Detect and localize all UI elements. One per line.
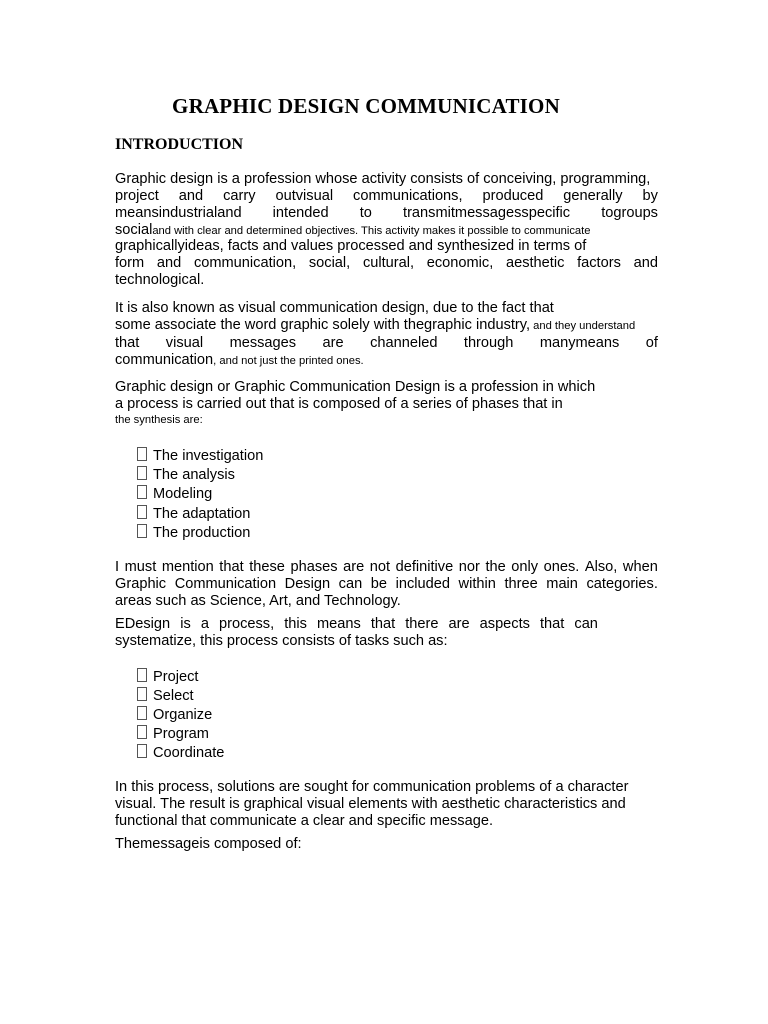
- list-item-label: The production: [153, 525, 251, 541]
- checkbox-glyph-icon: [137, 744, 147, 758]
- checkbox-glyph-icon: [137, 725, 147, 739]
- list-item: [137, 505, 250, 523]
- p2-line-2-small: and they understand: [530, 320, 636, 332]
- word: process,: [218, 616, 275, 632]
- p4-line-2: [115, 576, 658, 593]
- p2-line-4: [115, 352, 364, 370]
- word: through: [463, 335, 514, 351]
- word: generally: [563, 188, 623, 204]
- word: means: [316, 616, 361, 632]
- checkbox-glyph-icon: [137, 706, 147, 720]
- word: Also,: [584, 559, 618, 575]
- word: are: [322, 335, 344, 351]
- word: meansindustrialand: [115, 205, 242, 221]
- word: to: [359, 205, 372, 221]
- word: when: [622, 559, 658, 575]
- list-item: [137, 687, 194, 705]
- word: are: [448, 616, 470, 632]
- list-item: [137, 524, 250, 542]
- list-item-label: The adaptation: [153, 506, 251, 522]
- word: manymeans: [539, 335, 620, 351]
- word: messages: [229, 335, 297, 351]
- word: Communication: [174, 576, 277, 592]
- p2-line-2-text: some associate the word graphic solely with thegraphic industry,: [115, 317, 531, 333]
- word: and: [178, 188, 204, 204]
- p2-line-1: It is also known as visual communication design, due to the fact that: [115, 300, 554, 316]
- p3-line-3: the synthesis are:: [115, 414, 203, 426]
- checkbox-glyph-icon: [137, 668, 147, 682]
- word: factors: [577, 255, 621, 271]
- list-item-label: Modeling: [153, 486, 213, 502]
- word: economic,: [426, 255, 494, 271]
- word: ones.: [543, 559, 580, 575]
- word: not: [369, 559, 391, 575]
- word: carry: [223, 188, 256, 204]
- word: main: [546, 576, 578, 592]
- p1-line-4-rest: and with clear and determined objectives. This activity makes it possible to communicate: [152, 225, 591, 237]
- p2-line-4-text: communication: [115, 352, 214, 368]
- p1-line-5: graphicallyideas, facts and values processed and synthesized in terms of: [115, 238, 587, 254]
- word: intended: [272, 205, 329, 221]
- word: definitive: [395, 559, 454, 575]
- word: I: [115, 559, 120, 575]
- list-item-label: Organize: [153, 707, 213, 723]
- p4-line-1: [115, 559, 658, 576]
- checkbox-glyph-icon: [137, 466, 147, 480]
- word: within: [458, 576, 496, 592]
- word: aspects: [479, 616, 530, 632]
- checkbox-glyph-icon: [137, 447, 147, 461]
- word: communications,: [353, 188, 463, 204]
- word: categories.: [586, 576, 658, 592]
- list-item: [137, 706, 212, 724]
- word: visual: [165, 335, 204, 351]
- p3-line-2: a process is carried out that is composed of a series of phases that in: [115, 396, 563, 412]
- p6-line-3: functional that communicate a clear and specific message.: [115, 813, 494, 829]
- p1-line-1: Graphic design is a profession whose activity consists of conceiving, programming,: [115, 171, 651, 187]
- p1-line-3: [115, 205, 658, 222]
- word: channeled: [370, 335, 438, 351]
- list-item: [137, 725, 209, 743]
- section-heading: INTRODUCTION: [115, 136, 244, 153]
- p2-line-3: [115, 335, 658, 352]
- word: and: [633, 255, 658, 271]
- list-item: [137, 485, 212, 503]
- p2-line-2: [115, 317, 635, 335]
- word: and: [156, 255, 182, 271]
- word: there: [405, 616, 439, 632]
- word: togroups: [601, 205, 658, 221]
- p6-line-1: In this process, solutions are sought for communication problems of a character: [115, 779, 629, 795]
- word: project: [115, 188, 159, 204]
- word: must: [124, 559, 157, 575]
- word: the: [485, 559, 506, 575]
- p1-line-6: [115, 255, 658, 272]
- list-item-label: Select: [153, 688, 194, 704]
- word: EDesign: [115, 616, 171, 632]
- word: by: [642, 188, 658, 204]
- list-item-label: Program: [153, 726, 209, 742]
- p1-line-2: [115, 188, 658, 205]
- word: communication,: [193, 255, 297, 271]
- page-title: GRAPHIC DESIGN COMMUNICATION: [172, 94, 560, 118]
- p1-line-7: technological.: [115, 272, 205, 288]
- word: this: [284, 616, 307, 632]
- list-item-label: Project: [153, 669, 199, 685]
- word: only: [511, 559, 539, 575]
- word: that: [219, 559, 244, 575]
- word: that: [370, 616, 396, 632]
- word: form: [115, 255, 145, 271]
- word: cultural,: [362, 255, 415, 271]
- word: be: [370, 576, 388, 592]
- word: that: [540, 616, 565, 632]
- list-item-label: Coordinate: [153, 745, 225, 761]
- word: is: [180, 616, 191, 632]
- word: are: [343, 559, 365, 575]
- list-item: [137, 744, 224, 762]
- list-item: [137, 668, 198, 686]
- p3-line-1: Graphic design or Graphic Communication Design is a profession in which: [115, 379, 596, 395]
- word: Graphic: [115, 576, 167, 592]
- word: mention: [161, 559, 214, 575]
- checkbox-glyph-icon: [137, 524, 147, 538]
- p4-line-3: areas such as Science, Art, and Technology.: [115, 593, 401, 609]
- word: Design: [284, 576, 331, 592]
- word: these: [249, 559, 285, 575]
- list-item: [137, 447, 263, 465]
- word: nor: [458, 559, 480, 575]
- checkbox-glyph-icon: [137, 485, 147, 499]
- list-item: [137, 466, 235, 484]
- p2-line-4-small: , and not just the printed ones.: [213, 355, 364, 367]
- word: phases: [290, 559, 338, 575]
- word: included: [395, 576, 450, 592]
- word: transmitmessagesspecific: [403, 205, 571, 221]
- word: of: [645, 335, 658, 351]
- checkbox-glyph-icon: [137, 687, 147, 701]
- checkbox-glyph-icon: [137, 505, 147, 519]
- p5-line-1: [115, 616, 598, 633]
- p5-line-2: systematize, this process consists of tasks such as:: [115, 633, 448, 649]
- word: outvisual: [275, 188, 334, 204]
- p1-line-4-word: social: [115, 222, 153, 238]
- word: aesthetic: [505, 255, 565, 271]
- p7-line-1: Themessageis composed of:: [115, 836, 302, 852]
- word: social,: [308, 255, 351, 271]
- p6-line-2: visual. The result is graphical visual elements with aesthetic characteristics and: [115, 796, 626, 812]
- word: can: [338, 576, 363, 592]
- word: a: [200, 616, 209, 632]
- word: produced: [482, 188, 544, 204]
- list-item-label: The investigation: [153, 448, 264, 464]
- word: three: [504, 576, 538, 592]
- word: can: [574, 616, 598, 632]
- word: that: [115, 335, 140, 351]
- list-item-label: The analysis: [153, 467, 235, 483]
